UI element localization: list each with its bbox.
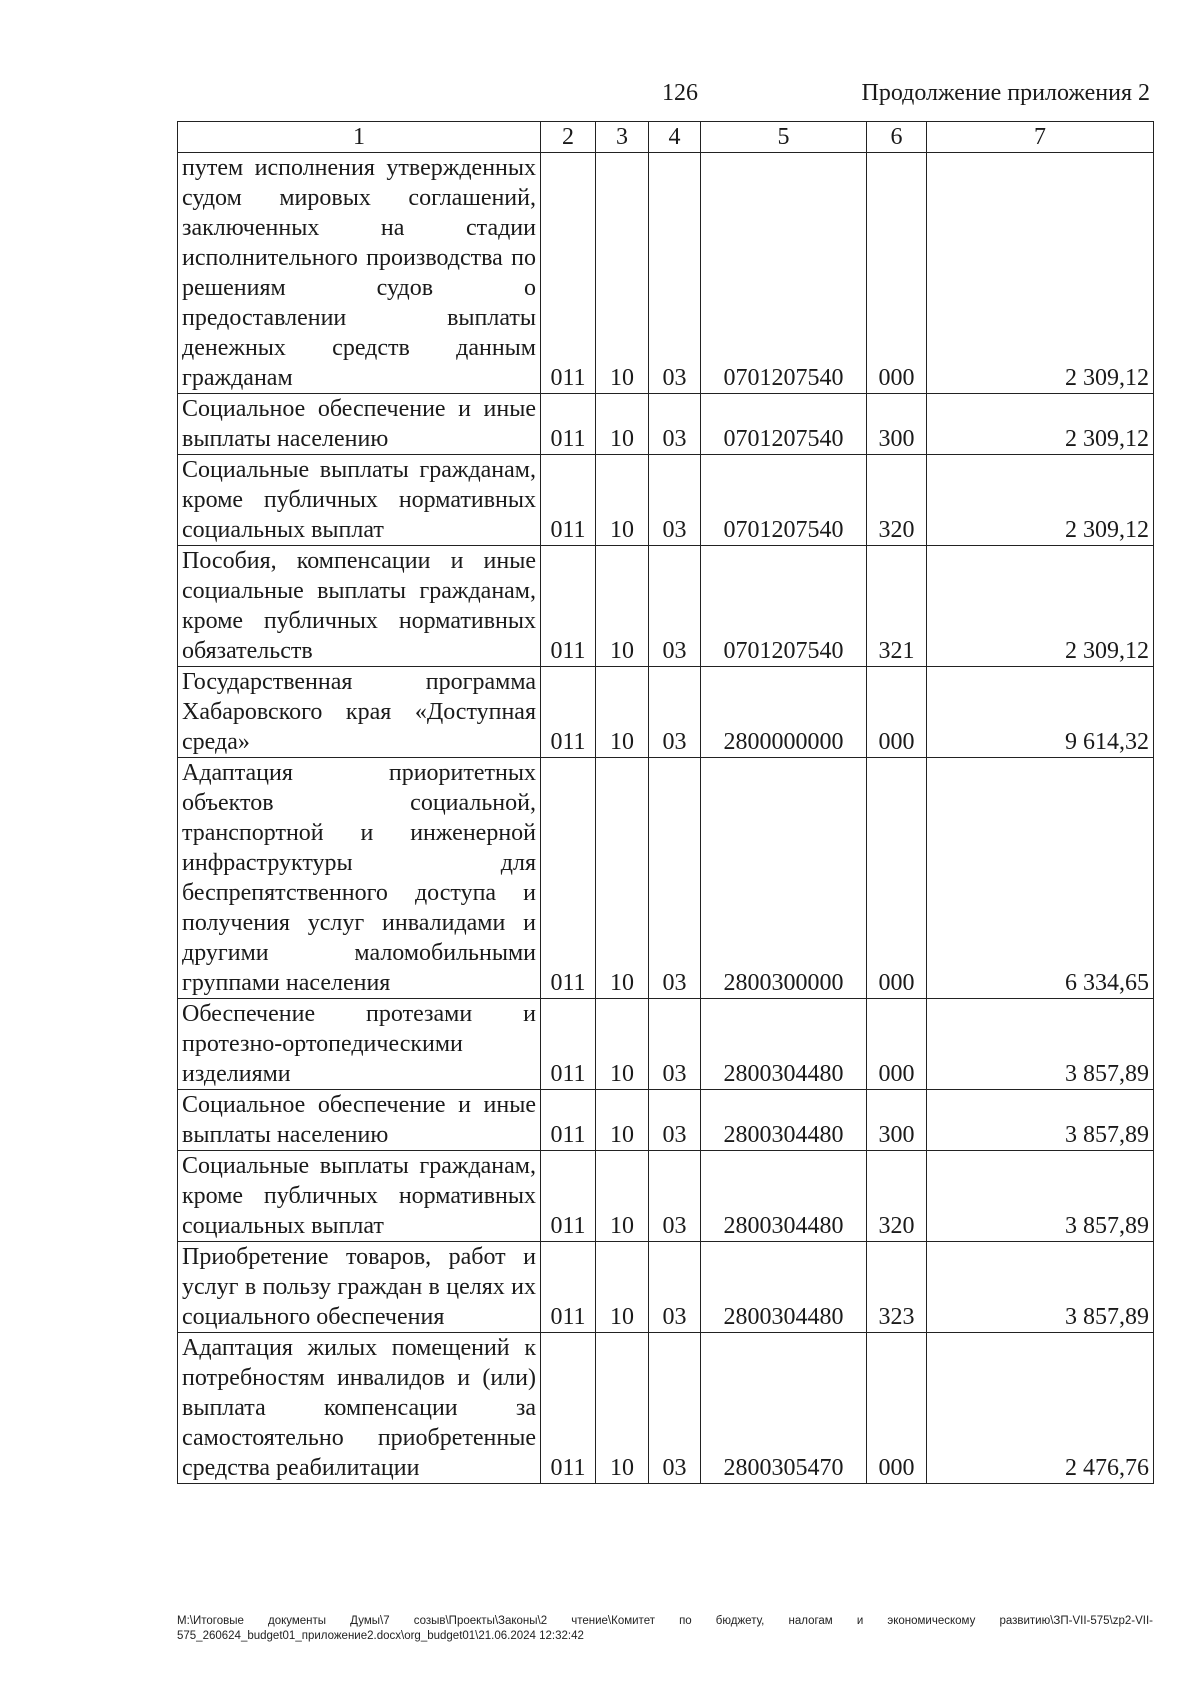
row-code-5: 0701207540 [701, 394, 867, 455]
col-header-7: 7 [927, 122, 1154, 153]
row-code-6: 000 [867, 153, 927, 394]
row-code-3: 10 [596, 394, 649, 455]
row-code-6: 000 [867, 1333, 927, 1484]
row-name: Адаптация жилых помещений к потребностям инвалидов и (или) выплата компенсации за самостоятельно приобретенные средства реабилитации [178, 1333, 541, 1484]
row-code-4: 03 [649, 1090, 701, 1151]
row-code-5: 0701207540 [701, 153, 867, 394]
row-amount: 9 614,32 [927, 667, 1154, 758]
row-code-6: 300 [867, 1090, 927, 1151]
row-code-5: 0701207540 [701, 455, 867, 546]
row-code-4: 03 [649, 1333, 701, 1484]
row-code-2: 011 [541, 1151, 596, 1242]
col-header-1: 1 [178, 122, 541, 153]
table-row [178, 667, 1154, 758]
row-code-5: 0701207540 [701, 546, 867, 667]
row-code-5: 2800305470 [701, 1333, 867, 1484]
page-number: 126 [662, 80, 698, 106]
table-row [178, 758, 1154, 999]
row-code-2: 011 [541, 546, 596, 667]
table-row [178, 1333, 1154, 1484]
row-code-3: 10 [596, 1151, 649, 1242]
row-code-4: 03 [649, 546, 701, 667]
row-code-2: 011 [541, 758, 596, 999]
row-name: Социальное обеспечение и иные выплаты населению [178, 394, 541, 455]
table-row [178, 1242, 1154, 1333]
row-amount: 3 857,89 [927, 999, 1154, 1090]
row-code-2: 011 [541, 667, 596, 758]
row-name: Пособия, компенсации и иные социальные выплаты гражданам, кроме публичных нормативных обязательств [178, 546, 541, 667]
file-path-footer: М:\Итоговые документы Думы\7 созыв\Проекты\Законы\2 чтение\Комитет по бюджету, налогам и экономическому развитию\ЗП-VII-575\zp2-VII-575_260624_budget01_приложение2.docx\org_budget01\21.06.2024 12:32:42 [177, 1615, 1153, 1642]
row-amount: 3 857,89 [927, 1090, 1154, 1151]
row-name: Обеспечение протезами и протезно-ортопедическими изделиями [178, 999, 541, 1090]
row-code-5: 2800304480 [701, 1151, 867, 1242]
table-row [178, 1090, 1154, 1151]
row-code-6: 300 [867, 394, 927, 455]
row-code-5: 2800000000 [701, 667, 867, 758]
row-amount: 2 309,12 [927, 394, 1154, 455]
row-code-2: 011 [541, 153, 596, 394]
row-code-2: 011 [541, 1242, 596, 1333]
row-code-3: 10 [596, 999, 649, 1090]
row-code-2: 011 [541, 394, 596, 455]
col-header-5: 5 [701, 122, 867, 153]
row-name: Государственная программа Хабаровского края «Доступная среда» [178, 667, 541, 758]
row-code-2: 011 [541, 1090, 596, 1151]
row-code-6: 320 [867, 455, 927, 546]
row-name: путем исполнения утвержденных судом мировых соглашений, заключенных на стадии исполнительного производства по решениям судов о предоставлении выплаты денежных средств данным гражданам [178, 153, 541, 394]
row-code-4: 03 [649, 153, 701, 394]
row-code-2: 011 [541, 999, 596, 1090]
row-code-2: 011 [541, 455, 596, 546]
table-row [178, 153, 1154, 394]
row-code-3: 10 [596, 758, 649, 999]
col-header-2: 2 [541, 122, 596, 153]
row-amount: 6 334,65 [927, 758, 1154, 999]
row-code-4: 03 [649, 1151, 701, 1242]
row-code-6: 000 [867, 667, 927, 758]
row-code-4: 03 [649, 455, 701, 546]
row-name: Приобретение товаров, работ и услуг в пользу граждан в целях их социального обеспечения [178, 1242, 541, 1333]
row-code-3: 10 [596, 1090, 649, 1151]
table-body [178, 153, 1154, 1484]
row-amount: 2 309,12 [927, 455, 1154, 546]
row-code-6: 323 [867, 1242, 927, 1333]
row-code-6: 000 [867, 758, 927, 999]
row-name: Социальные выплаты гражданам, кроме публичных нормативных социальных выплат [178, 455, 541, 546]
continuation-title: Продолжение приложения 2 [861, 80, 1150, 106]
row-code-3: 10 [596, 1242, 649, 1333]
table-row [178, 546, 1154, 667]
row-name: Социальные выплаты гражданам, кроме публичных нормативных социальных выплат [178, 1151, 541, 1242]
row-code-3: 10 [596, 667, 649, 758]
row-code-4: 03 [649, 667, 701, 758]
row-amount: 3 857,89 [927, 1151, 1154, 1242]
col-header-3: 3 [596, 122, 649, 153]
row-code-6: 320 [867, 1151, 927, 1242]
row-code-6: 321 [867, 546, 927, 667]
row-code-5: 2800304480 [701, 1090, 867, 1151]
row-code-4: 03 [649, 758, 701, 999]
row-code-5: 2800304480 [701, 999, 867, 1090]
table-row [178, 394, 1154, 455]
row-name: Адаптация приоритетных объектов социальной, транспортной и инженерной инфраструктуры для беспрепятственного доступа и получения услуг инвалидами и другими маломобильными группами населения [178, 758, 541, 999]
row-code-5: 2800304480 [701, 1242, 867, 1333]
row-amount: 3 857,89 [927, 1242, 1154, 1333]
row-code-2: 011 [541, 1333, 596, 1484]
row-amount: 2 476,76 [927, 1333, 1154, 1484]
row-code-4: 03 [649, 1242, 701, 1333]
col-header-6: 6 [867, 122, 927, 153]
table-row [178, 455, 1154, 546]
table-header [178, 122, 1154, 153]
budget-table [177, 121, 1154, 1484]
row-code-5: 2800300000 [701, 758, 867, 999]
row-code-4: 03 [649, 394, 701, 455]
table-row [178, 1151, 1154, 1242]
row-amount: 2 309,12 [927, 546, 1154, 667]
row-code-3: 10 [596, 1333, 649, 1484]
row-code-3: 10 [596, 153, 649, 394]
row-amount: 2 309,12 [927, 153, 1154, 394]
row-code-3: 10 [596, 455, 649, 546]
row-code-3: 10 [596, 546, 649, 667]
row-code-6: 000 [867, 999, 927, 1090]
row-code-4: 03 [649, 999, 701, 1090]
col-header-4: 4 [649, 122, 701, 153]
header-row [178, 122, 1154, 153]
table-row [178, 999, 1154, 1090]
row-name: Социальное обеспечение и иные выплаты населению [178, 1090, 541, 1151]
